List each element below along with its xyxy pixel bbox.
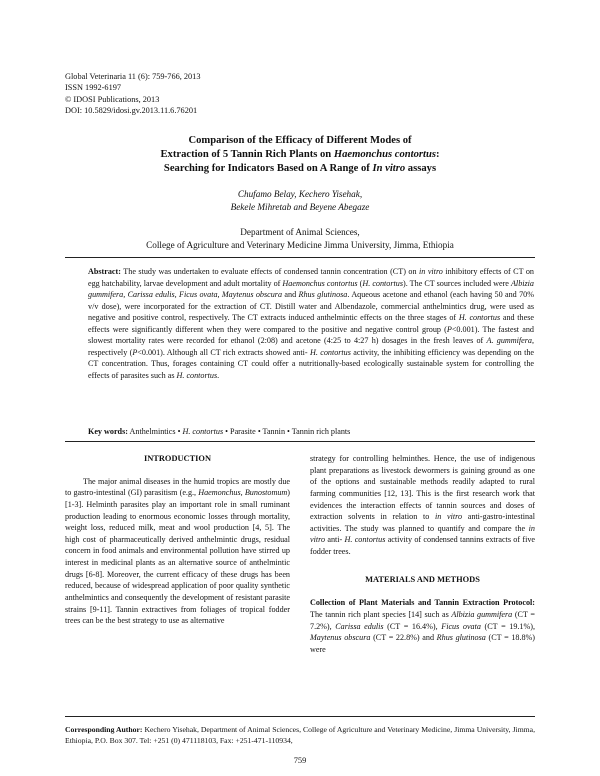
title-text: assays — [405, 163, 437, 174]
journal-volume-line: Global Veterinaria 11 (6): 759-766, 2013 — [65, 72, 201, 81]
abstract-text: . — [217, 370, 220, 380]
title-line-2 — [60, 148, 540, 162]
body-text: strategy for controlling helminthes. Hence, the use of indigenous plant preparations as livestock dewormers is gaining ground as one of the options and sustainable methods readily adapted to rural farming communities [12, 13]. This is the first research work that evidences the interaction effects of tannin sources and doses of extraction solvents in relation to — [310, 454, 535, 522]
keyword-separator: • — [177, 427, 181, 436]
abstract-italic: Haemonchus contortus — [282, 278, 358, 288]
authors-line-2: Bekele Mihretab and Beyene Abegaze — [230, 202, 370, 212]
body-text: anti- — [325, 535, 345, 545]
abstract-italic: P — [446, 324, 452, 334]
body-italic: Maytenus obscura — [310, 633, 371, 643]
abstract-text: inhibitory effects of CT on egg hatchability, larvae development and adult mortality of — [88, 267, 534, 288]
introduction-heading: INTRODUCTION — [143, 454, 211, 463]
abstract-text: . Aqueous acetone and ethanol (each having 50 and 70% v/v dose), were incorporated for the extraction of CT. Distill water and Albendazole, commercial anthelmintics drug, were used as negative and positive control, respectively. The CT extracts induced anthelmintic effects on the three stages of — [88, 290, 535, 323]
abstract-italic: H. contortus — [458, 313, 501, 323]
title-line-3 — [60, 162, 540, 176]
body-text: (CT = 18.8%) were — [310, 633, 536, 654]
continued-paragraph — [310, 453, 535, 558]
body-text: (CT = 22.8%) and — [370, 633, 437, 643]
paper-title — [60, 134, 540, 176]
keywords-label: Key words: — [88, 427, 128, 436]
affiliation-line-2: College of Agriculture and Veterinary Medicine Jimma University, Jimma, Ethiopia — [146, 239, 454, 250]
abstract-italic: A. gummifera — [486, 336, 532, 346]
title-species: Haemonchus contortus — [333, 149, 436, 160]
keyword: Tannin — [260, 427, 288, 436]
keyword: Tannin rich plants — [289, 427, 351, 436]
keyword-separator: • — [287, 427, 290, 436]
body-italic: H. contortus — [344, 535, 386, 545]
footnote-rule — [65, 716, 535, 717]
copyright-line: © IDOSI Publications, 2013 — [65, 94, 160, 104]
materials-methods-heading: MATERIALS AND METHODS — [365, 574, 480, 584]
abstract-italic: P — [132, 347, 138, 357]
abstract-text: <0.001). The fastest and slowest mortality rates were recorded for ethanol (2:08) and acetone (4:25 to 4:27 h) dosages in the fresh leaves of — [88, 324, 534, 346]
keyword: H. contortus — [180, 427, 226, 436]
body-text: (CT = 16.4%), — [383, 621, 442, 631]
left-column — [65, 453, 290, 627]
keyword-separator: • — [257, 427, 261, 436]
collection-paragraph — [310, 597, 535, 655]
corresponding-author — [65, 724, 535, 747]
body-text: The tannin rich plant species [14] such as — [310, 609, 452, 619]
abstract-italic: H. contortus — [309, 347, 351, 357]
abstract-italic: in vitro — [419, 267, 443, 276]
body-italic: Haemonchus, Bunostomum — [198, 488, 288, 498]
affiliation — [60, 226, 540, 252]
abstract-italic: Rhus glutinosa — [298, 290, 348, 300]
abstract-label: Abstract: — [88, 267, 121, 276]
right-column — [310, 453, 535, 655]
body-italic: Carissa edulis — [335, 621, 384, 631]
body-italic: Rhus glutinosa — [436, 633, 486, 643]
abstract-italic: H. contortus — [176, 370, 218, 380]
body-text: The major animal diseases in the humid tropics are mostly due to gastro-intestinal (GI) parasitism (e.g., — [65, 476, 290, 498]
corresponding-author-label: Corresponding Author: — [65, 725, 143, 734]
author-list — [60, 188, 540, 214]
subsection-label: Collection of Plant Materials and Tannin Extraction Protocol: — [310, 598, 535, 608]
abstract-italic: Albizia gummifera, Carissa edulis, Ficus ovata, Maytenus obscura — [88, 278, 534, 300]
abstract-text: , respectively ( — [88, 336, 534, 357]
affiliation-line-1: Department of Animal Sciences, — [240, 227, 360, 237]
abstract-text: ( — [357, 278, 363, 288]
abstract-text: <0.001). Although all CT rich extracts showed anti- — [137, 347, 310, 357]
keyword: Anthelmintics — [127, 427, 178, 436]
keywords — [88, 426, 534, 437]
abstract-italic: H. contortus — [362, 278, 404, 288]
abstract-text: ). The CT sources included were — [403, 278, 511, 288]
journal-citation — [65, 71, 200, 116]
body-italic: Albizia gummifera — [451, 609, 513, 619]
title-in-vitro: In vitro — [372, 163, 406, 174]
abstract-text: activity, the inhibiting efficiency was depending on the CT concentration. Thus, forages containing CT could offer a nutritionally-based ecologically sustainable system for controlling the effects of parasites such as — [88, 347, 535, 380]
title-line-1: Comparison of the Efficacy of Different Modes of — [188, 135, 412, 146]
abstract-top-rule — [65, 257, 535, 258]
keyword: Parasite — [228, 427, 258, 436]
title-punct: : — [435, 149, 440, 160]
body-text: ) [1-3]. Helminth parasites play an important role in small ruminant production leading to enormous economic losses through mortality, weight loss, reduced milk, meat and wool production [4, 5]. The high cost of pharmaceutically derived anthelmintic drugs, residual concern in food animals and environmental pollution have stirred up interest in medicinal plants as an alternative source of anthelmintic drugs [6-8]. Moreover, the current efficacy of these drugs has been reduced, because of widespread application of poor quality synthetic anthelmintics and consequently the development of resistant parasite strains [9-11]. Tannin extractives from foliages of tropical fodder trees can be the best strategy to use as alternative — [65, 488, 290, 626]
doi-line: DOI: 10.5829/idosi.gv.2013.11.6.76201 — [65, 105, 198, 115]
keyword-separator: • — [225, 427, 229, 436]
corresponding-author-text: Kechero Yisehak, Department of Animal Sciences, College of Agriculture and Veterinary Medicine, Jimma University, Jimma, Ethiopia, P.O. Box 307. Tel: +251 (0) 471118103, Fax: +251-471-110934, — [65, 725, 535, 746]
title-text: Extraction of 5 Tannin Rich Plants on — [160, 149, 334, 160]
body-text: (CT = 7.2%), — [310, 609, 535, 631]
abstract — [88, 266, 534, 381]
page-number: 759 — [293, 756, 307, 765]
introduction-paragraph — [65, 476, 290, 627]
body-italic: Ficus ovata — [441, 621, 481, 631]
body-text: (CT = 19.1%), — [480, 621, 536, 631]
body-text: anti-gastro-intestinal activities. The study was planned to quantify and compare the — [310, 512, 535, 533]
title-text: Searching for Indicators Based on A Range of — [163, 163, 373, 174]
keywords-bottom-rule — [65, 441, 535, 442]
abstract-text: and — [282, 290, 299, 300]
body-italic: in vitro — [310, 523, 535, 545]
authors-line-1: Chufamo Belay, Kechero Yisehak, — [237, 189, 363, 199]
body-text: activity of condensed tannins extracts of five fodder trees. — [310, 535, 535, 556]
body-italic: in vitro — [435, 512, 463, 522]
abstract-text: The study was undertaken to evaluate effects of condensed tannin concentration (CT) on — [120, 267, 420, 276]
abstract-text: and these effects were significantly different when they were compared to the positive and negative control group ( — [88, 313, 534, 334]
issn-line: ISSN 1992-6197 — [65, 83, 122, 93]
